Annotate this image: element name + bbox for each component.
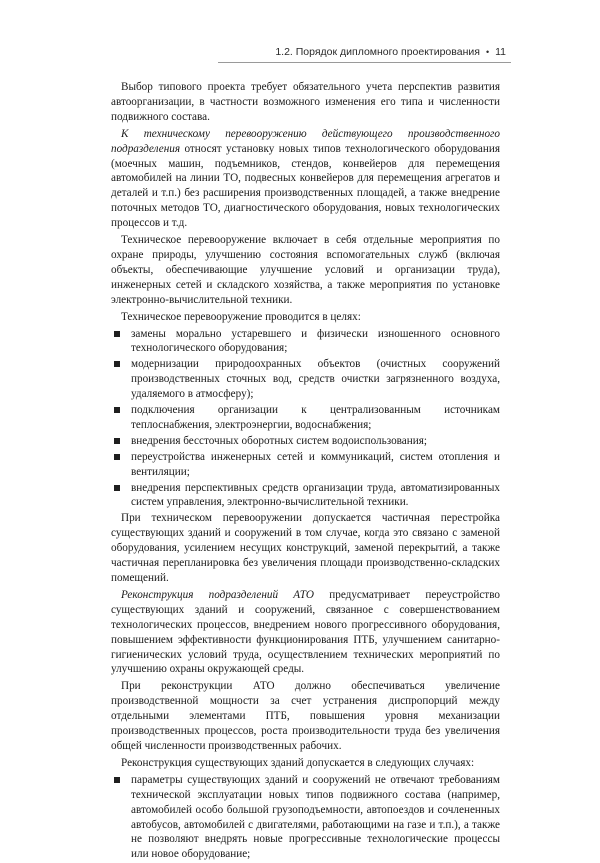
- bullet-square-icon: [114, 407, 120, 413]
- paragraph-1: Выбор типового проекта требует обязательного учета перспектив развития автоорганизации, в частности возможного изменения его типа и численности подвижного состава.: [111, 81, 500, 123]
- list-item-text: переустройства инженерных сетей и коммуникаций, систем отопления и вентиляции;: [131, 450, 500, 478]
- paragraph-8: Реконструкция существующих зданий допускается в следующих случаях:: [121, 756, 475, 769]
- list-item-text: замены морально устаревшего и физически изношенного основного технологического оборудования;: [131, 327, 500, 355]
- term-reconstruction: Реконструкция подразделений АТО: [121, 588, 315, 601]
- cases-list: [111, 773, 500, 862]
- paragraph-2-text: относят установку новых типов технологического оборудования (моечных машин, подъемников, стендов, конвейеров для перемещения автомобилей на линии ТО, подвесных конвейеров для перемещения агрегатов и деталей и т.п.) без расширения производственных площадей, а также внедрение поточных методов ТО, диагностического оборудования, новых технологических процессов и т.д.: [111, 142, 500, 230]
- list-item: [111, 357, 500, 402]
- bullet-square-icon: [114, 361, 120, 367]
- bullet-square-icon: [114, 777, 120, 783]
- bullet-square-icon: [114, 438, 120, 444]
- list-item-text: внедрения перспективных средств организации труда, автоматизированных систем управления, электронно-вычислительной техники.: [131, 481, 500, 509]
- list-item-text: подключения организации к централизованным источникам теплоснабжения, электроэнергии, водоснабжения;: [131, 404, 500, 431]
- bullet-square-icon: [114, 485, 120, 491]
- list-item: [111, 481, 500, 511]
- paragraph-4: Техническое перевооружение проводится в целях:: [121, 310, 361, 323]
- list-item-text: внедрения бессточных оборотных систем водоиспользования;: [131, 434, 428, 447]
- list-item: [111, 327, 500, 357]
- goals-list: [111, 327, 500, 511]
- paragraph-3: Техническое перевооружение включает в себя отдельные мероприятия по охране природы, улучшению состояния вспомогательных служб (включая объекты, обеспечивающие улучшение условий и организации труда), инженерных сетей и складского хозяйства, а также мероприятия по установке электронно-вычислительной техники.: [111, 234, 500, 306]
- header-separator: •: [485, 47, 490, 57]
- body-text: [111, 80, 500, 863]
- running-header: [275, 46, 506, 58]
- list-item: [111, 450, 500, 480]
- list-item: [111, 403, 500, 433]
- page-number: 11: [495, 46, 506, 58]
- header-rule: [218, 62, 511, 63]
- paragraph-7: При реконструкции АТО должно обеспечиваться увеличение производственной мощности за счет устранения диспропорций между отдельными элементами ПТБ, повышения уровня механизации производственных процессов, роста производительности труда без увеличения общей численности производственных рабочих.: [111, 680, 500, 752]
- paragraph-6: [111, 588, 500, 677]
- paragraph-6-text: предусматривает переустройство существующих зданий и сооружений, связанное с совершенствованием технологических процессов, внедрением нового прогрессивного оборудования, повышением эффективности функционирования ПТБ, улучшением санитарно-гигиенических условий труда, осуществлением технических мероприятий по улучшению охраны окружающей среды.: [111, 588, 500, 676]
- list-item-text: модернизации природоохранных объектов (очистных сооружений производственных сточных вод, средств очистки загрязненного воздуха, удаляемого в атмосферу);: [131, 358, 500, 401]
- section-title: 1.2. Порядок дипломного проектирования: [275, 46, 480, 58]
- list-item: [111, 773, 500, 862]
- bullet-square-icon: [114, 331, 120, 337]
- list-item: [111, 434, 500, 449]
- list-item-text: параметры существующих зданий и сооружений не отвечают требованиям технической эксплуатации новых типов подвижного состава (например, автомобилей особо большой грузоподъемности, автопоездов и сочлененных автобусов, автомобилей с двигателями, работающими на газе и т.п.), а также не позволяют внедрять новые прогрессивные технологические процессы или новое оборудование;: [131, 773, 500, 861]
- term-technical-reequipment: К техническому перевооружению действующего производственного подразделения: [111, 127, 500, 155]
- paragraph-2: [111, 127, 500, 231]
- paragraph-5: При техническом перевооружении допускается частичная перестройка существующих зданий и сооружений в том случае, когда это связано с заменой оборудования, усилением несущих конструкций, заменой перекрытий, а также частичная перепланировка без увеличения площади производственно-складских помещений.: [111, 512, 500, 584]
- bullet-square-icon: [114, 454, 120, 460]
